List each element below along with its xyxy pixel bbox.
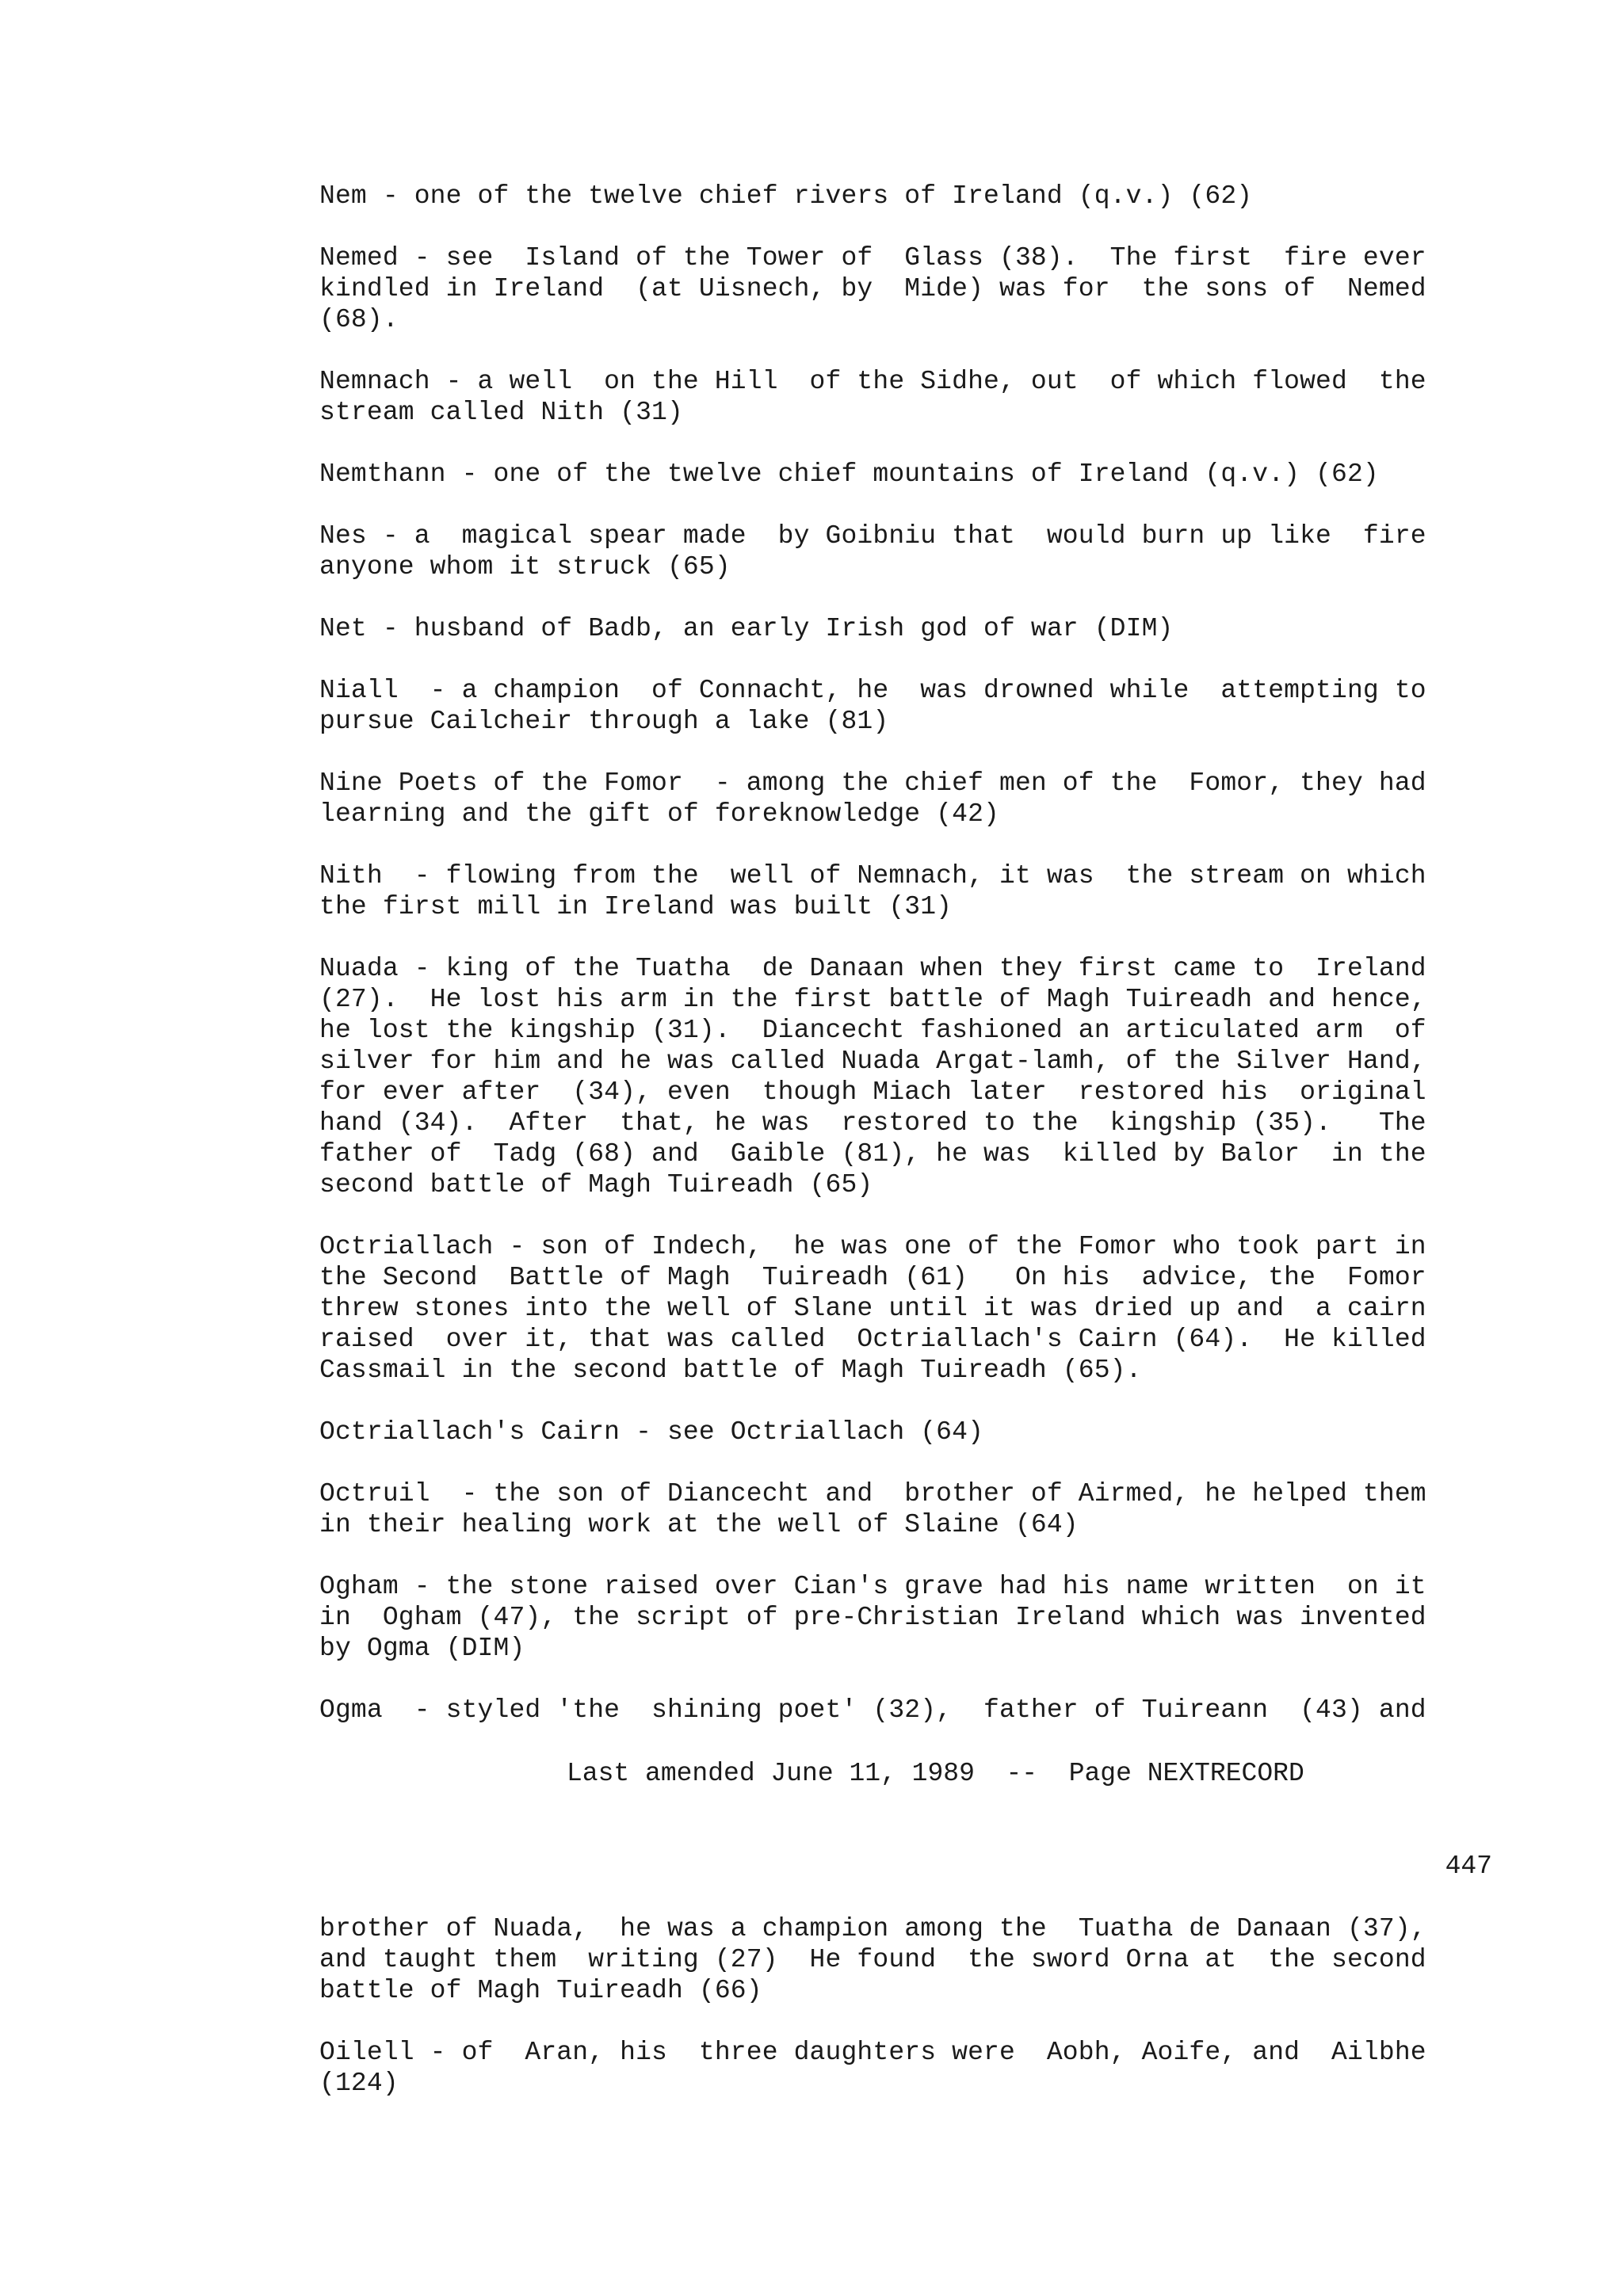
entry-line: Nemnach - a well on the Hill of the Sidhe, out of which flowed the [319, 367, 1426, 396]
glossary-entry [319, 181, 1492, 212]
document-page [319, 181, 1492, 2130]
glossary-entry [319, 675, 1492, 737]
entry-line: Octriallach - son of Indech, he was one of the Fomor who took part in [319, 1232, 1426, 1261]
entry-line: pursue Cailcheir through a lake (81) [319, 707, 889, 736]
glossary-entry [319, 953, 1492, 1200]
entry-line: father of Tadg (68) and Gaible (81), he was killed by Balor in the [319, 1139, 1426, 1169]
glossary-entry [319, 459, 1492, 490]
entry-line: in Ogham (47), the script of pre-Christian Ireland which was invented [319, 1603, 1426, 1632]
glossary-entry [319, 768, 1492, 830]
entry-line: threw stones into the well of Slane until it was dried up and a cairn [319, 1294, 1426, 1323]
glossary-entry [319, 1478, 1492, 1540]
entry-line: (27). He lost his arm in the first battle of Magh Tuireadh and hence, [319, 985, 1426, 1014]
entry-line: and taught them writing (27) He found the sword Orna at the second [319, 1945, 1426, 1974]
entry-line: brother of Nuada, he was a champion among the Tuatha de Danaan (37), [319, 1914, 1426, 1943]
entry-line: learning and the gift of foreknowledge (42) [319, 799, 999, 829]
entry-line: kindled in Ireland (at Uisnech, by Mide) was for the sons of Nemed [319, 274, 1426, 303]
entry-line: silver for him and he was called Nuada Argat-lamh, of the Silver Hand, [319, 1047, 1426, 1076]
entry-line: Net - husband of Badb, an early Irish god of war (DIM) [319, 614, 1174, 643]
entry-line: the first mill in Ireland was built (31) [319, 892, 953, 921]
entry-line: the Second Battle of Magh Tuireadh (61) On his advice, the Fomor [319, 1263, 1426, 1292]
entry-line: by Ogma (DIM) [319, 1634, 525, 1663]
entries-top [319, 181, 1492, 1726]
entry-line: for ever after (34), even though Miach later restored his original [319, 1077, 1426, 1107]
entry-line: Nes - a magical spear made by Goibniu that would burn up like fire [319, 521, 1426, 551]
entry-line: battle of Magh Tuireadh (66) [319, 1976, 762, 2005]
entry-line: raised over it, that was called Octriallach's Cairn (64). He killed [319, 1325, 1426, 1354]
entry-line: anyone whom it struck (65) [319, 552, 731, 582]
entry-line: Cassmail in the second battle of Magh Tuireadh (65). [319, 1356, 1142, 1385]
entry-line: Oilell - of Aran, his three daughters were Aobh, Aoife, and Ailbhe [319, 2038, 1426, 2067]
entry-line: Nemthann - one of the twelve chief mountains of Ireland (q.v.) (62) [319, 460, 1379, 489]
page-footer: Last amended June 11, 1989 -- Page NEXTRECORD [567, 1759, 1304, 1788]
entry-line: Nuada - king of the Tuatha de Danaan when they first came to Ireland [319, 954, 1426, 983]
entry-line: Nem - one of the twelve chief rivers of Ireland (q.v.) (62) [319, 181, 1253, 211]
glossary-entry [319, 2037, 1492, 2099]
entry-line: (124) [319, 2069, 399, 2098]
glossary-entry [319, 860, 1492, 922]
glossary-entry [319, 242, 1492, 335]
entry-line: he lost the kingship (31). Diancecht fashioned an articulated arm of [319, 1016, 1426, 1045]
entry-line: Octruil - the son of Diancecht and brother of Airmed, he helped them [319, 1479, 1426, 1508]
glossary-entry [319, 1417, 1492, 1447]
entry-line: Nith - flowing from the well of Nemnach, it was the stream on which [319, 861, 1426, 891]
entry-line: second battle of Magh Tuireadh (65) [319, 1170, 873, 1199]
glossary-entry [319, 613, 1492, 644]
entry-line: Nemed - see Island of the Tower of Glass (38). The first fire ever [319, 243, 1426, 273]
entry-line: Nine Poets of the Fomor - among the chief men of the Fomor, they had [319, 769, 1426, 798]
entry-line: hand (34). After that, he was restored to the kingship (35). The [319, 1108, 1426, 1138]
entry-line: Ogma - styled 'the shining poet' (32), father of Tuireann (43) and [319, 1695, 1426, 1725]
glossary-entry [319, 1695, 1492, 1726]
entry-line: in their healing work at the well of Slaine (64) [319, 1510, 1079, 1539]
glossary-entry [319, 1913, 1492, 2006]
page-number: 447 [1445, 1852, 1492, 1881]
glossary-entry [319, 1231, 1492, 1386]
entry-line: stream called Nith (31) [319, 398, 683, 427]
entry-line: Niall - a champion of Connacht, he was drowned while attempting to [319, 676, 1426, 705]
entries-bottom [319, 1913, 1492, 2099]
glossary-entry [319, 1571, 1492, 1664]
glossary-entry [319, 521, 1492, 582]
entry-line: (68). [319, 305, 399, 334]
entry-line: Ogham - the stone raised over Cian's grave had his name written on it [319, 1572, 1426, 1601]
entry-line: Octriallach's Cairn - see Octriallach (64) [319, 1417, 984, 1447]
glossary-entry [319, 366, 1492, 428]
